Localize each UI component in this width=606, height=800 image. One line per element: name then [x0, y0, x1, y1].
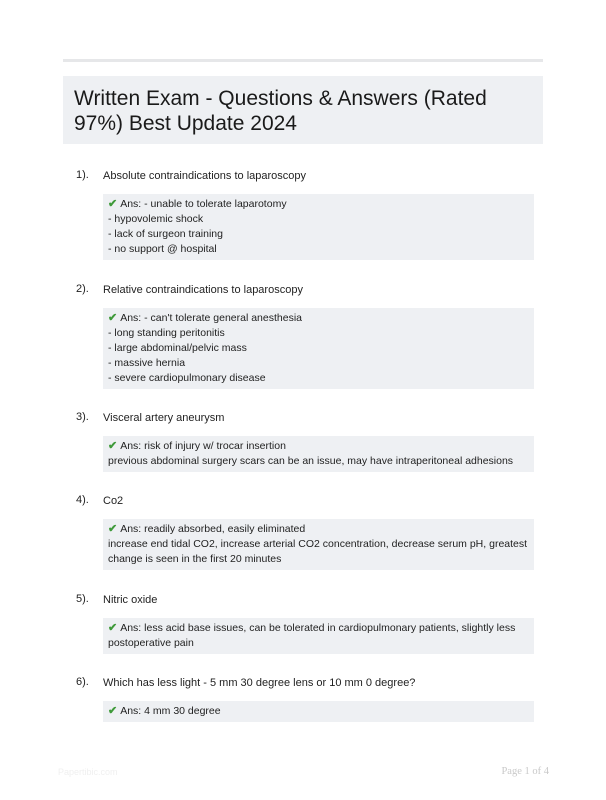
footer-brand-watermark: Papertibic.com: [58, 767, 118, 777]
answer-line: postoperative pain: [108, 637, 194, 649]
question-text: Co2: [103, 495, 124, 507]
top-divider: [63, 59, 543, 62]
answer-line: [108, 621, 528, 636]
question-number: 2).: [76, 283, 89, 295]
question-text: Relative contraindications to laparoscopy: [103, 284, 303, 296]
check-icon: ✔: [108, 523, 118, 535]
check-icon: ✔: [108, 198, 118, 210]
check-icon: ✔: [108, 622, 118, 634]
answer-box: [103, 519, 534, 570]
answer-line: change is seen in the first 20 minutes: [108, 553, 282, 565]
answer-text: Ans: readily absorbed, easily eliminated: [120, 523, 306, 535]
question-text: Nitric oxide: [103, 594, 158, 606]
answer-text: Ans: - can't tolerate general anesthesia: [120, 312, 302, 324]
answer-line: [108, 522, 528, 537]
answer-line: - lack of surgeon training: [108, 228, 223, 240]
answer-text: Ans: - unable to tolerate laparotomy: [120, 198, 287, 210]
answer-line: - large abdominal/pelvic mass: [108, 342, 247, 354]
check-icon: ✔: [108, 312, 118, 324]
question-number: 1).: [76, 169, 89, 181]
question-number: 6).: [76, 676, 89, 688]
answer-line: - long standing peritonitis: [108, 327, 225, 339]
answer-box: [103, 194, 534, 260]
question-text: Which has less light - 5 mm 30 degree lens or 10 mm 0 degree?: [103, 677, 416, 689]
document-title: Written Exam - Questions & Answers (Rated 97%) Best Update 2024: [74, 87, 487, 135]
answer-box: [103, 308, 534, 389]
answer-line: - severe cardiopulmonary disease: [108, 372, 266, 384]
question-text: Absolute contraindications to laparoscopy: [103, 170, 307, 182]
answer-text: Ans: 4 mm 30 degree: [120, 705, 221, 717]
question-number: 4).: [76, 494, 89, 506]
answer-line: - massive hernia: [108, 357, 186, 369]
answer-box: [103, 618, 534, 654]
check-icon: ✔: [108, 440, 118, 452]
answer-box: [103, 436, 534, 472]
answer-line: [108, 311, 528, 326]
answer-box: [103, 701, 534, 722]
check-icon: ✔: [108, 705, 118, 717]
answer-text: Ans: less acid base issues, can be tolerated in cardiopulmonary patients, slightly less: [120, 622, 516, 634]
question-number: 5).: [76, 593, 89, 605]
question-number: 3).: [76, 411, 89, 423]
answer-line: [108, 704, 528, 719]
page-number: Page 1 of 4: [501, 766, 549, 777]
answer-line: - no support @ hospital: [108, 243, 217, 255]
answer-line: increase end tidal CO2, increase arterial CO2 concentration, decrease serum pH, greatest: [108, 538, 528, 550]
title-banner: [63, 76, 543, 144]
answer-text: Ans: risk of injury w/ trocar insertion: [120, 440, 286, 452]
answer-line: [108, 439, 528, 454]
question-text: Visceral artery aneurysm: [103, 412, 225, 424]
answer-line: - hypovolemic shock: [108, 213, 204, 225]
answer-line: [108, 197, 528, 212]
answer-line: previous abdominal surgery scars can be an issue, may have intraperitoneal adhesions: [108, 455, 514, 467]
